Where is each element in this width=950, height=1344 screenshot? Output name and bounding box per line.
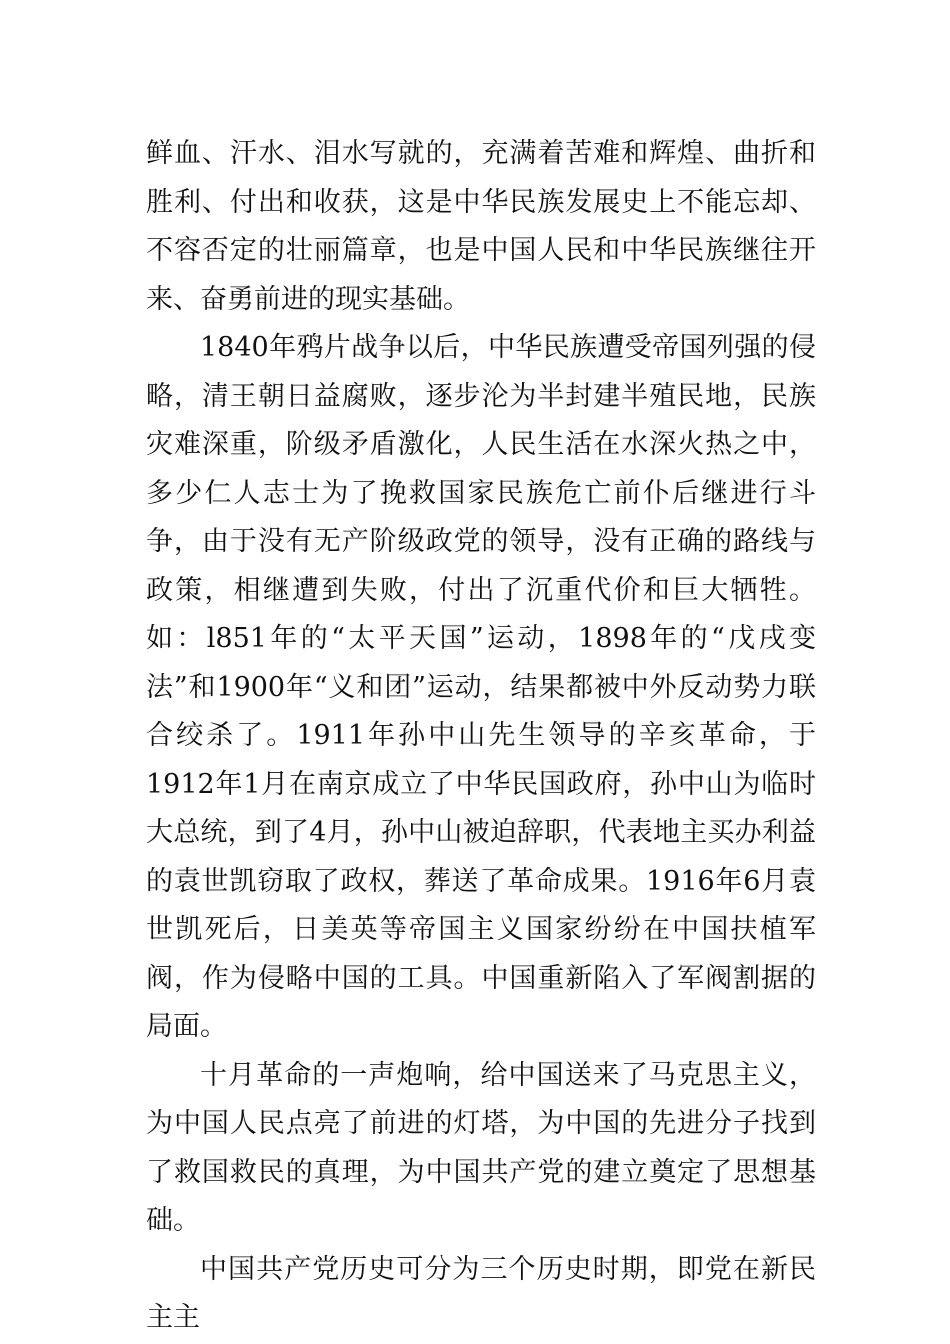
paragraph-party-history: 中国共产党历史可分为三个历史时期，即党在新民主主 bbox=[146, 1253, 816, 1333]
body-text bbox=[146, 130, 816, 1343]
paragraph-continuation: 鲜血、汗水、泪水写就的，充满着苦难和辉煌、曲折和胜利、付出和收获，这是中华民族发展史上不能忘却、不容否定的壮丽篇章，也是中国人民和中华民族继往开来、奋勇前进的现实基础。 bbox=[146, 138, 816, 315]
paragraph-october-revolution: 十月革命的一声炮响，给中国送来了马克思主义，为中国人民点亮了前进的灯塔，为中国的先进分子找到了救国救民的真理，为中国共产党的建立奠定了思想基础。 bbox=[146, 1059, 816, 1236]
paragraph-opium-war: 1840年鸦片战争以后，中华民族遭受帝国列强的侵略，清王朝日益腐败，逐步沦为半封建半殖民地，民族灾难深重，阶级矛盾激化，人民生活在水深火热之中，多少仁人志士为了挽救国家民族危亡前仆后继进行斗争，由于没有无产阶级政党的领导，没有正确的路线与政策，相继遭到失败，付出了沉重代价和巨大牺牲。如：l851年的“太平天国”运动，1898年的“戊戌变法”和1900年“义和团”运动，结果都被中外反动势力联合绞杀了。1911年孙中山先生领导的辛亥革命，于1912年1月在南京成立了中华民国政府，孙中山为临时大总统，到了4月，孙中山被迫辞职，代表地主买办利益的袁世凯窃取了政权，葬送了革命成果。1916年6月袁世凯死后，日美英等帝国主义国家纷纷在中国扶植军阀，作为侵略中国的工具。中国重新陷入了军阀割据的局面。 bbox=[146, 332, 816, 1042]
